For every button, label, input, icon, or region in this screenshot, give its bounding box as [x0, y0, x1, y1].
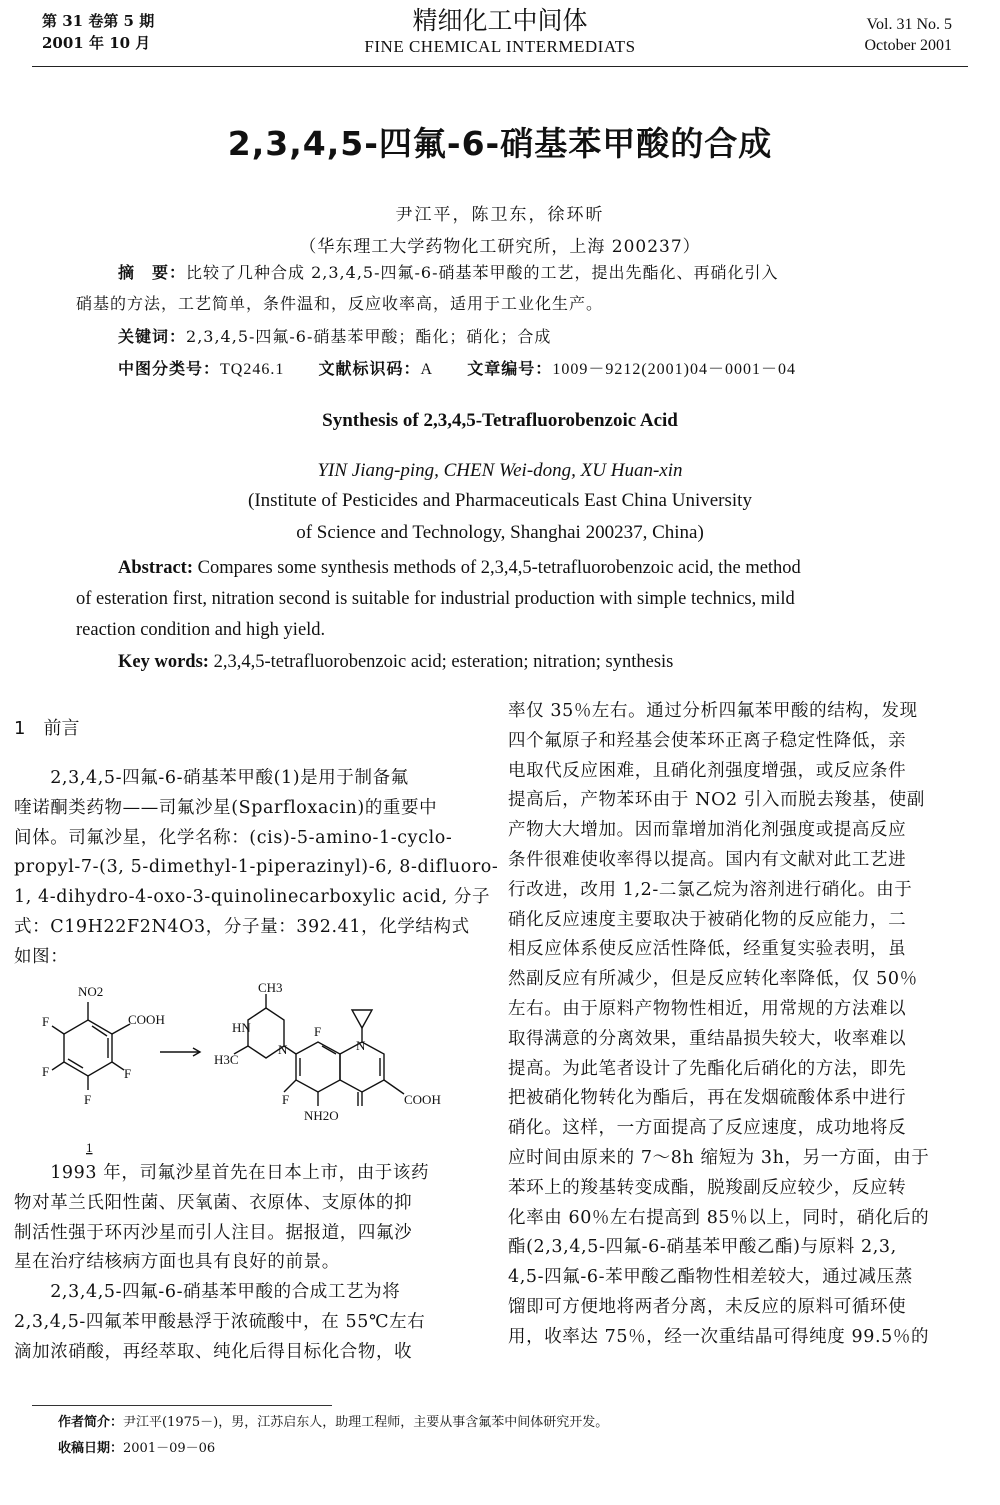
- paragraph-line: 酯(2,3,4,5-四氟-6-硝基苯甲酸乙酯)与原料 2,3,: [508, 1237, 897, 1258]
- issue-volume: 第 31 卷第 5 期: [42, 12, 155, 30]
- author-bio: [58, 1410, 608, 1436]
- keywords-cn-label: 关键词：: [118, 327, 187, 346]
- paragraph-line: 制活性强于环丙沙星而引人注目。据报道，四氟沙: [14, 1222, 413, 1243]
- affiliation-cn: （华东理工大学药物化工研究所，上海 200237）: [299, 237, 701, 257]
- compound-number: 1: [86, 1140, 93, 1155]
- abstract-en-text-2: of esteration first, nitration second is suitable for industrial production with simple technics, mild: [76, 589, 795, 609]
- abstract-en-line1: [118, 556, 801, 580]
- label-n-2: N: [356, 1038, 366, 1053]
- paragraph-line: 星在治疗结核病方面也具有良好的前景。: [14, 1252, 340, 1273]
- label-f-4: F: [84, 1092, 92, 1107]
- paragraph-line: 提高后，产物苯环由于 NO2 引入而脱去羧基，使副: [508, 790, 925, 811]
- paragraph-line: 1993 年，司氟沙星首先在日本上市，由于该药: [14, 1163, 430, 1183]
- journal-name-en: FINE CHEMICAL INTERMEDIATS: [364, 37, 636, 56]
- paragraph-line: 提高。为此笔者设计了先酯化后硝化的方法，即先: [508, 1058, 907, 1079]
- received-date-label: 收稿日期：: [58, 1441, 124, 1456]
- paragraph-line: 左右。由于原料产物物性相近，用常规的方法难以: [508, 998, 907, 1019]
- issue-date-en: October 2001: [864, 37, 952, 54]
- paragraph-line: 4,5-四氟-6-苯甲酸乙酯物性相差较大，通过减压蒸: [508, 1267, 913, 1288]
- paragraph-line: 物对革兰氏阳性菌、厌氧菌、衣原体、支原体的抑: [14, 1192, 413, 1213]
- paragraph-line: 滴加浓硝酸，再经萃取、纯化后得目标化合物，收: [14, 1341, 413, 1362]
- paragraph-line: 行改进，改用 1,2-二氯乙烷为溶剂进行硝化。由于: [508, 879, 913, 900]
- chemical-structure-figure: [20, 980, 480, 1160]
- abstract-en-label: Abstract:: [118, 558, 194, 578]
- article-no-label: 文章编号：: [467, 359, 553, 378]
- label-ch3: CH3: [258, 980, 283, 995]
- keywords-cn-text: 2,3,4,5-四氟-6-硝基苯甲酸；酯化；硝化；合成: [186, 327, 552, 346]
- paragraph-line: 如图：: [14, 946, 69, 967]
- benzene-ring: [64, 1020, 112, 1076]
- doc-code-label: 文献标识码：: [318, 359, 421, 378]
- paragraph-line: 用，收率达 75％，经一次重结晶可得纯度 99.5％的: [508, 1326, 930, 1347]
- abstract-cn-label: 摘 要：: [118, 263, 187, 282]
- keywords-cn: [118, 326, 551, 348]
- right-column-text: [508, 697, 966, 1353]
- keywords-en-text: 2,3,4,5-tetrafluorobenzoic acid; esteration; nitration; synthesis: [213, 652, 674, 672]
- paragraph-line: 硝化。这样，一方面提高了反应速度，成功地将反: [508, 1118, 907, 1139]
- paragraph-line: 产物大大增加。因而靠增加消化剂强度或提高反应: [508, 820, 907, 841]
- left-paragraph-1: [14, 764, 499, 973]
- paragraph-line: 把被硝化物转化为酯后，再在发烟硫酸体系中进行: [508, 1088, 907, 1109]
- paragraph-line: 2,3,4,5-四氟-6-硝基苯甲酸的合成工艺为将: [14, 1282, 401, 1303]
- abstract-en-text-3: reaction condition and high yield.: [76, 620, 326, 640]
- label-no2: NO2: [78, 984, 104, 999]
- article-title-en: Synthesis of 2,3,4,5-Tetrafluorobenzoic Acid: [322, 410, 678, 431]
- header-rule: [32, 66, 968, 67]
- keywords-en-label: Key words:: [118, 652, 209, 672]
- abstract-cn-text-2: 硝基的方法，工艺简单，条件温和，反应收率高，适用于工业化生产。: [76, 294, 604, 313]
- section-heading-intro: 1 前言: [14, 718, 80, 739]
- issue-volume-en: Vol. 31 No. 5: [866, 16, 952, 33]
- received-date-text: 2001－09－06: [123, 1441, 216, 1456]
- issue-info: [42, 10, 154, 54]
- paragraph-line: 化率由 60％左右提高到 85％以上，同时，硝化后的: [508, 1207, 930, 1228]
- label-f-2: F: [42, 1064, 50, 1079]
- quinolone-ring-a: [296, 1042, 340, 1092]
- article-title-cn: 2,3,4,5-四氟-6-硝基苯甲酸的合成: [227, 124, 773, 163]
- paragraph-line: 取得满意的分离效果，重结晶损失较大，收率难以: [508, 1028, 907, 1049]
- authors-en: YIN Jiang-ping, CHEN Wei-dong, XU Huan-xin: [317, 460, 683, 481]
- journal-name-cn: 精细化工中间体: [412, 6, 588, 35]
- label-nh2o: NH2O: [304, 1108, 339, 1123]
- author-bio-label: 作者简介：: [58, 1415, 124, 1430]
- issue-date: 2001 年 10 月: [42, 34, 151, 52]
- paragraph-line: 率仅 35％左右。通过分析四氟苯甲酸的结构，发现: [508, 701, 918, 721]
- authors-cn: 尹江平，陈卫东，徐环昕: [395, 205, 605, 225]
- classification-line: [118, 358, 796, 381]
- doc-code-value: A: [420, 361, 434, 378]
- label-f-1: F: [42, 1014, 50, 1029]
- footnote: [58, 1410, 608, 1462]
- paragraph-line: 硝化反应速度主要取决于被硝化物的反应能力，二: [508, 909, 907, 930]
- paragraph-line: 电取代反应困难，且硝化剂强度增强，或反应条件: [508, 760, 907, 781]
- label-cooh-2: COOH: [404, 1092, 441, 1107]
- footnote-rule: [32, 1405, 332, 1406]
- affiliation-en-2: of Science and Technology, Shanghai 200237, China): [296, 522, 704, 543]
- abstract-cn-text-1: 比较了几种合成 2,3,4,5-四氟-6-硝基苯甲酸的工艺，提出先酯化、再硝化引入: [186, 263, 779, 282]
- paragraph-line: 2,3,4,5-四氟苯甲酸悬浮于浓硫酸中，在 55℃左右: [14, 1311, 426, 1332]
- clc-label: 中图分类号：: [118, 359, 221, 378]
- paragraph-line: 四个氟原子和羟基会使苯环正离子稳定性降低，亲: [508, 730, 907, 751]
- paragraph-line: 相反应体系使反应活性降低，经重复实验表明，虽: [508, 939, 907, 960]
- paragraph-line: 然副反应有所减少，但是反应转化率降低，仅 50％: [508, 969, 918, 990]
- paragraph-line: 式：C19H22F2N4O3，分子量：392.41，化学结构式: [14, 916, 470, 937]
- paragraph-line: 馏即可方便地将两者分离，未反应的原料可循环使: [508, 1296, 907, 1317]
- keywords-en: [118, 650, 673, 674]
- label-f-6: F: [282, 1092, 290, 1107]
- label-cooh-1: COOH: [128, 1012, 165, 1027]
- paragraph-line: propyl-7-(3, 5-dimethyl-1-piperazinyl)-6, 8-difluoro-: [14, 857, 499, 878]
- label-f-3: F: [124, 1066, 132, 1081]
- paragraph-line: 2,3,4,5-四氟-6-硝基苯甲酸(1)是用于制备氟: [14, 768, 409, 788]
- left-paragraph-2: [14, 1159, 472, 1368]
- label-n-1: N: [278, 1042, 288, 1057]
- abstract-cn-line1: [118, 262, 778, 284]
- paragraph-line: 苯环上的羧基转变成酯，脱羧副反应较少，反应转: [508, 1177, 907, 1198]
- paragraph-line: 1, 4-dihydro-4-oxo-3-quinolinecarboxylic acid, 分子: [14, 887, 491, 908]
- paragraph-line: 喹诺酮类药物——司氟沙星(Sparfloxacin)的重要中: [14, 797, 438, 818]
- abstract-en-text-1: Compares some synthesis methods of 2,3,4,5-tetrafluorobenzoic acid, the method: [197, 558, 801, 578]
- paragraph-line: 条件很难使收率得以提高。国内有文献对此工艺进: [508, 849, 907, 870]
- label-f-5: F: [314, 1024, 322, 1039]
- article-no-value: 1009－9212(2001)04－0001－04: [552, 361, 796, 378]
- clc-value: TQ246.1: [220, 361, 285, 378]
- journal-masthead: [290, 6, 710, 58]
- author-bio-text: 尹江平(1975－)，男，江苏启东人，助理工程师，主要从事含氟苯中间体研究开发。: [123, 1415, 609, 1430]
- affiliation-en-1: (Institute of Pesticides and Pharmaceuticals East China University: [248, 490, 752, 511]
- received-date: [58, 1436, 608, 1462]
- label-hn: HN: [232, 1020, 251, 1035]
- label-h3c: H3C: [214, 1052, 239, 1067]
- issue-info-en: [864, 14, 952, 56]
- paragraph-line: 间体。司氟沙星，化学名称：(cis)-5-amino-1-cyclo-: [14, 827, 453, 848]
- paragraph-line: 应时间由原来的 7～8h 缩短为 3h，另一方面，由于: [508, 1147, 930, 1168]
